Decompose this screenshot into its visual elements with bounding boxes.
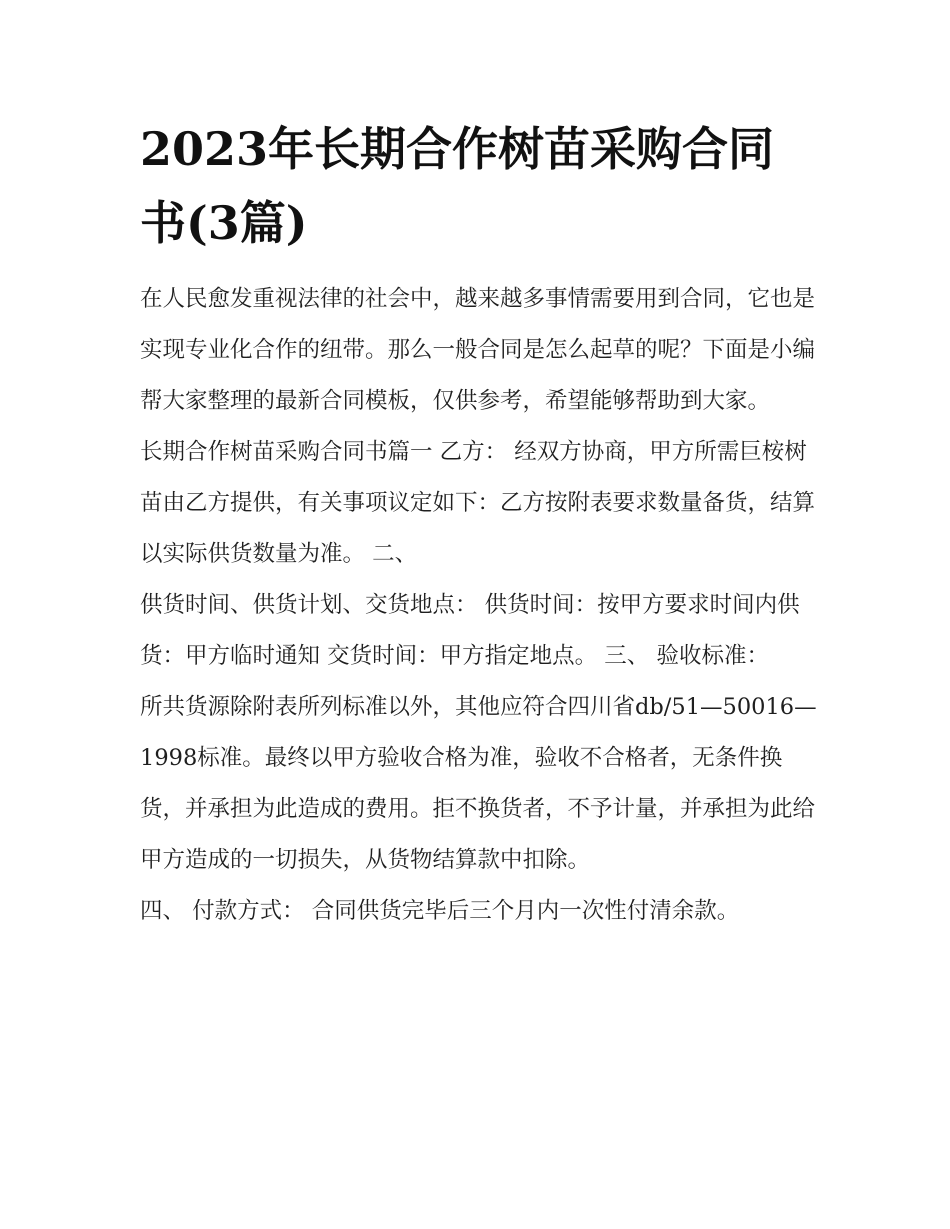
document-page [140, 112, 820, 937]
document-title: 2023年长期合作树苗采购合同书(3篇) [140, 122, 775, 250]
paragraph-payment: 四、 付款方式： 合同供货完毕后三个月内一次性付清余款。 [140, 898, 740, 924]
paragraph-acceptance: 所共货源除附表所列标准以外，其他应符合四川省db/51—50016—1998标准。最终以甲方验收合格为准，验收不合格者，无条件换货，并承担为此造成的费用。拒不换货者，不予计量，并承担为此给甲方造成的一切损失，从货物结算款中扣除。 [140, 694, 817, 873]
paragraph-delivery: 供货时间、供货计划、交货地点： 供货时间：按甲方要求时间内供货：甲方临时通知 交货时间：甲方指定地点。 三、 验收标准： [140, 592, 800, 669]
paragraph-intro: 在人民愈发重视法律的社会中，越来越多事情需要用到合同，它也是实现专业化合作的纽带。那么一般合同是怎么起草的呢？下面是小编帮大家整理的最新合同模板，仅供参考，希望能够帮助到大家。 [140, 286, 816, 414]
document-body [140, 274, 820, 937]
paragraph-part-one: 长期合作树苗采购合同书篇一 乙方： 经双方协商，甲方所需巨桉树苗由乙方提供，有关事项议定如下：乙方按附表要求数量备货，结算以实际供货数量为准。 二、 [140, 439, 816, 567]
